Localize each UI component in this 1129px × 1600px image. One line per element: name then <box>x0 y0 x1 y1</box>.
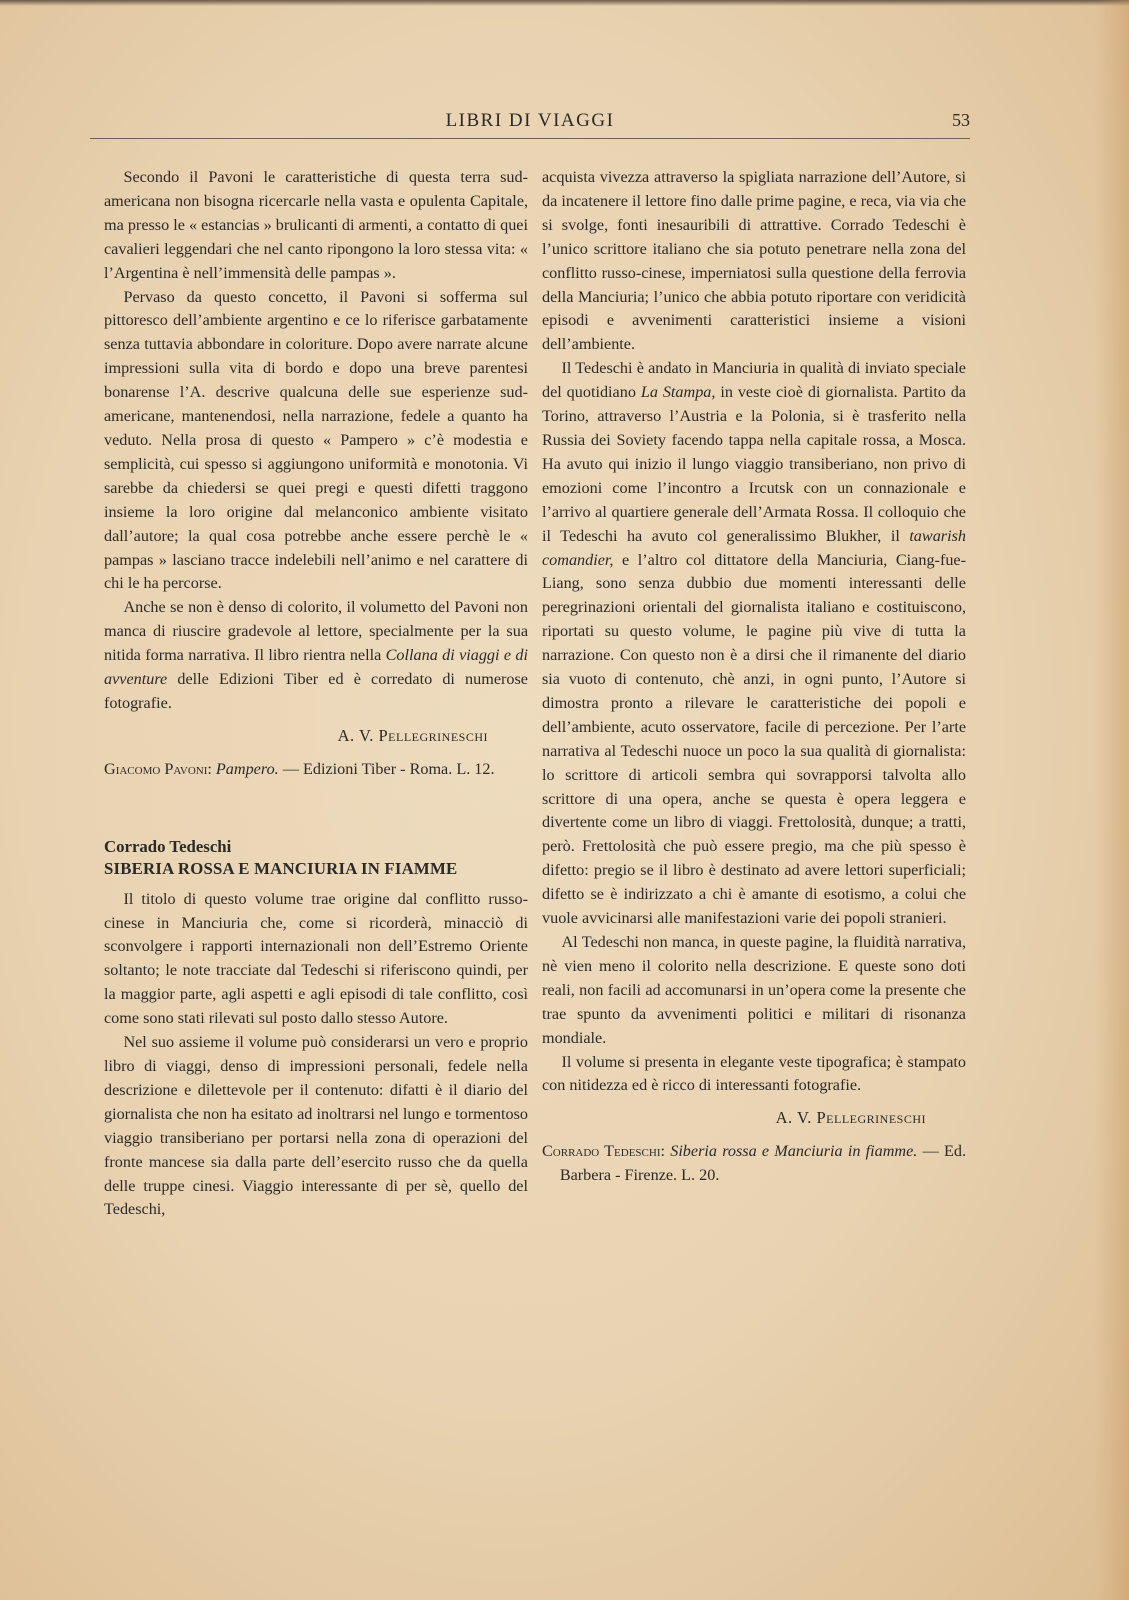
reviewer-signature: A. V. Pellegrineschi <box>775 1108 926 1128</box>
running-title: LIBRI DI VIAGGI <box>445 110 615 131</box>
paragraph: Secondo il Pavoni le caratteristiche di questa terra sud-americana non bisogna ricercarle nella vasta e opulenta Capitale, ma presso le « estancias » brulicanti di armenti, a contatto di quei cavalieri leggendari che nel canto ripongono la loro stessa vita: « l’Argentina è nell’immensità delle pampas ». <box>104 168 528 282</box>
series-title: Collana di viaggi e di avventure <box>104 646 528 689</box>
paragraph: acquista vivezza attraverso la spigliata narrazione dell’Autore, si da incatenere il lettore fino dalle prime pagine, e reca, via via che si svolge, fonti inesauribili di attrattive. Corrado Tedeschi è l’unico scrittore italiano che sia potuto penetrare nella zona del conflitto russo-cinese, imperniatosi sulla questione della ferrovia della Manciuria; l’unico che abbia potuto riportare con veridicità episodi e avvenimenti caratteristici insieme a visioni dell’ambiente. <box>542 168 966 354</box>
biblio-author: Giacomo Pavoni: <box>104 759 212 778</box>
biblio-author: Corrado Tedeschi: <box>542 1142 665 1161</box>
right-column <box>542 166 966 1188</box>
paragraph: Nel suo assieme il volume può considerarsi un vero e proprio libro di viaggi, denso di impressioni personali, fedele nella descrizione e dilettevole per il contenuto: difatti è il diario del giornalista che non ha esitato ad inoltrarsi nel lungo e tormentoso viaggio transiberiano per portarsi nella zona di operazioni del fronte mancese sia dalla parte dell’esercito russo che da quella delle truppe cinesi. Viaggio interessante di per sè, quello del Tedeschi, <box>104 1033 528 1219</box>
scan-top-edge <box>0 0 1129 6</box>
paragraph: Al Tedeschi non manca, in queste pagine, la fluidità narrativa, nè vien meno il colorito nella descrizione. E queste sono doti reali, non facili ad accomunarsi in un’opera come la presente che trae spunto da avvenimenti politici e militari di risonanza mondiale. <box>542 933 966 1047</box>
left-column <box>104 166 528 1222</box>
page-number: 53 <box>952 110 970 130</box>
text-run: Il Tedeschi è andato in Manciuria in qualità di inviato speciale del quotidiano <box>542 359 966 402</box>
scan-right-edge <box>1095 0 1129 1600</box>
text-run: in veste cioè di giornalista. Partito da Torino, attraverso l’Austria e la Polonia, si è trasferito nella Russia dei Soviety facendo tappa nella capitale rossa, a Mosca. Ha avuto qui inizio il lungo viaggio transiberiano, non privo di emozioni come l’incontro a Ircutsk con un connazionale e l’arrivo al quartiere generale dell’Armata Rossa. Il colloquio che il Tedeschi ha avuto col generalissimo Blukher, il <box>542 383 966 545</box>
reviewer-signature: A. V. Pellegrineschi <box>337 725 488 745</box>
newspaper-title: La Stampa, <box>640 383 716 402</box>
text-run: e l’altro col dittatore della Manciuria, Ciang-fue-Liang, sono senza dubbio due momenti interessanti delle peregrinazioni orientali del giornalista italiano e costituiscono, riportati su questo volume, le pagine più vive di tutta la narrazione. Con questo non è a dirsi che il rimanente del diario sia vuoto di contenuto, chè anzi, in ogni punto, l’Autore si dimostra pronto a rilevare le caratteristiche dei popoli e dell’ambiente, acuto osservatore, facile di percezione. Per l’arte narrativa al Tedeschi nuoce un poco la sua qualità di giornalista: lo scrittore di articoli sembra qui sovrapporsi talvolta allo scrittore di una opera, anche se questa è opera leggera e divertente come un libro di viaggi. Frettolosità, dunque; a tratti, però. Frettolosità che può essere pregio, ma che più spesso è difetto: pregio se il libro è destinato ad avere lettori superficiali; difetto se è indirizzato a chi è amante di esotismo, a colui che vuole avvicinarsi alle manifestazioni varie dei popoli stranieri. <box>542 550 966 928</box>
paragraph: Il titolo di questo volume trae origine dal conflitto russo-cinese in Manciuria che, come si ricorderà, minacciò di sconvolgere i rapporti internazionali non dell’Estremo Oriente soltanto; le note tracciate dal Tedeschi si riferiscono quindi, per la maggior parte, agli aspetti e agli episodi di tale conflitto, così come sono stati rilevati sul posto dallo stesso Autore. <box>104 889 528 1028</box>
biblio-title: Pampero. <box>215 759 279 778</box>
italic-phrase: tawarish comandier, <box>542 526 966 569</box>
review-author: Corrado Tedeschi <box>104 836 232 856</box>
biblio-details: — Edizioni Tiber - Roma. L. 12. <box>278 759 495 778</box>
bibliographic-note <box>104 758 528 782</box>
running-header <box>90 108 970 139</box>
biblio-title: Siberia rossa e Manciuria in fiamme. <box>670 1142 918 1161</box>
review-title: SIBERIA ROSSA E MANCIURIA IN FIAMME <box>104 858 458 878</box>
paragraph: Pervaso da questo concetto, il Pavoni si sofferma sul pittoresco dell’ambiente argentino e ce lo riferisce garbatamente senza tuttavia abbondare in coloriture. Dopo avere narrate alcune impressioni sulla vita di bordo e dopo una breve parentesi bonarense l’A. descrive qualcuna delle sue esperienze sud-americane, mantenendosi, nella narrazione, fedele a quanto ha veduto. Nella prosa di questo « Pampero » c’è modestia e semplicità, cui spesso si aggiungono uniformità e monotonia. Vi sarebbe da chiedersi se quei pregi e questi difetti traggono insieme la loro origine dal melanconico ambiente visitato dall’autore; la qual cosa potrebbe anche essere perchè le « pampas » lasciano tracce indelebili nell’animo e nel carattere di chi le ha percorse. <box>104 287 528 593</box>
paragraph <box>542 357 966 931</box>
biblio-details: — Ed. Barbera - Firenze. L. 20. <box>559 1142 967 1185</box>
text-run: delle Edizioni Tiber ed è corredato di numerose fotografie. <box>104 670 528 712</box>
bibliographic-note <box>542 1140 966 1188</box>
text-run: Anche se non è denso di colorito, il volumetto del Pavoni non manca di riuscire gradevole al lettore, specialmente per la sua nitida forma narrativa. Il libro rientra nella <box>104 598 528 665</box>
paragraph <box>104 596 528 716</box>
paragraph: Il volume si presenta in elegante veste tipografica; è stampato con nitidezza ed è ricco di interessanti fotografie. <box>542 1052 966 1095</box>
